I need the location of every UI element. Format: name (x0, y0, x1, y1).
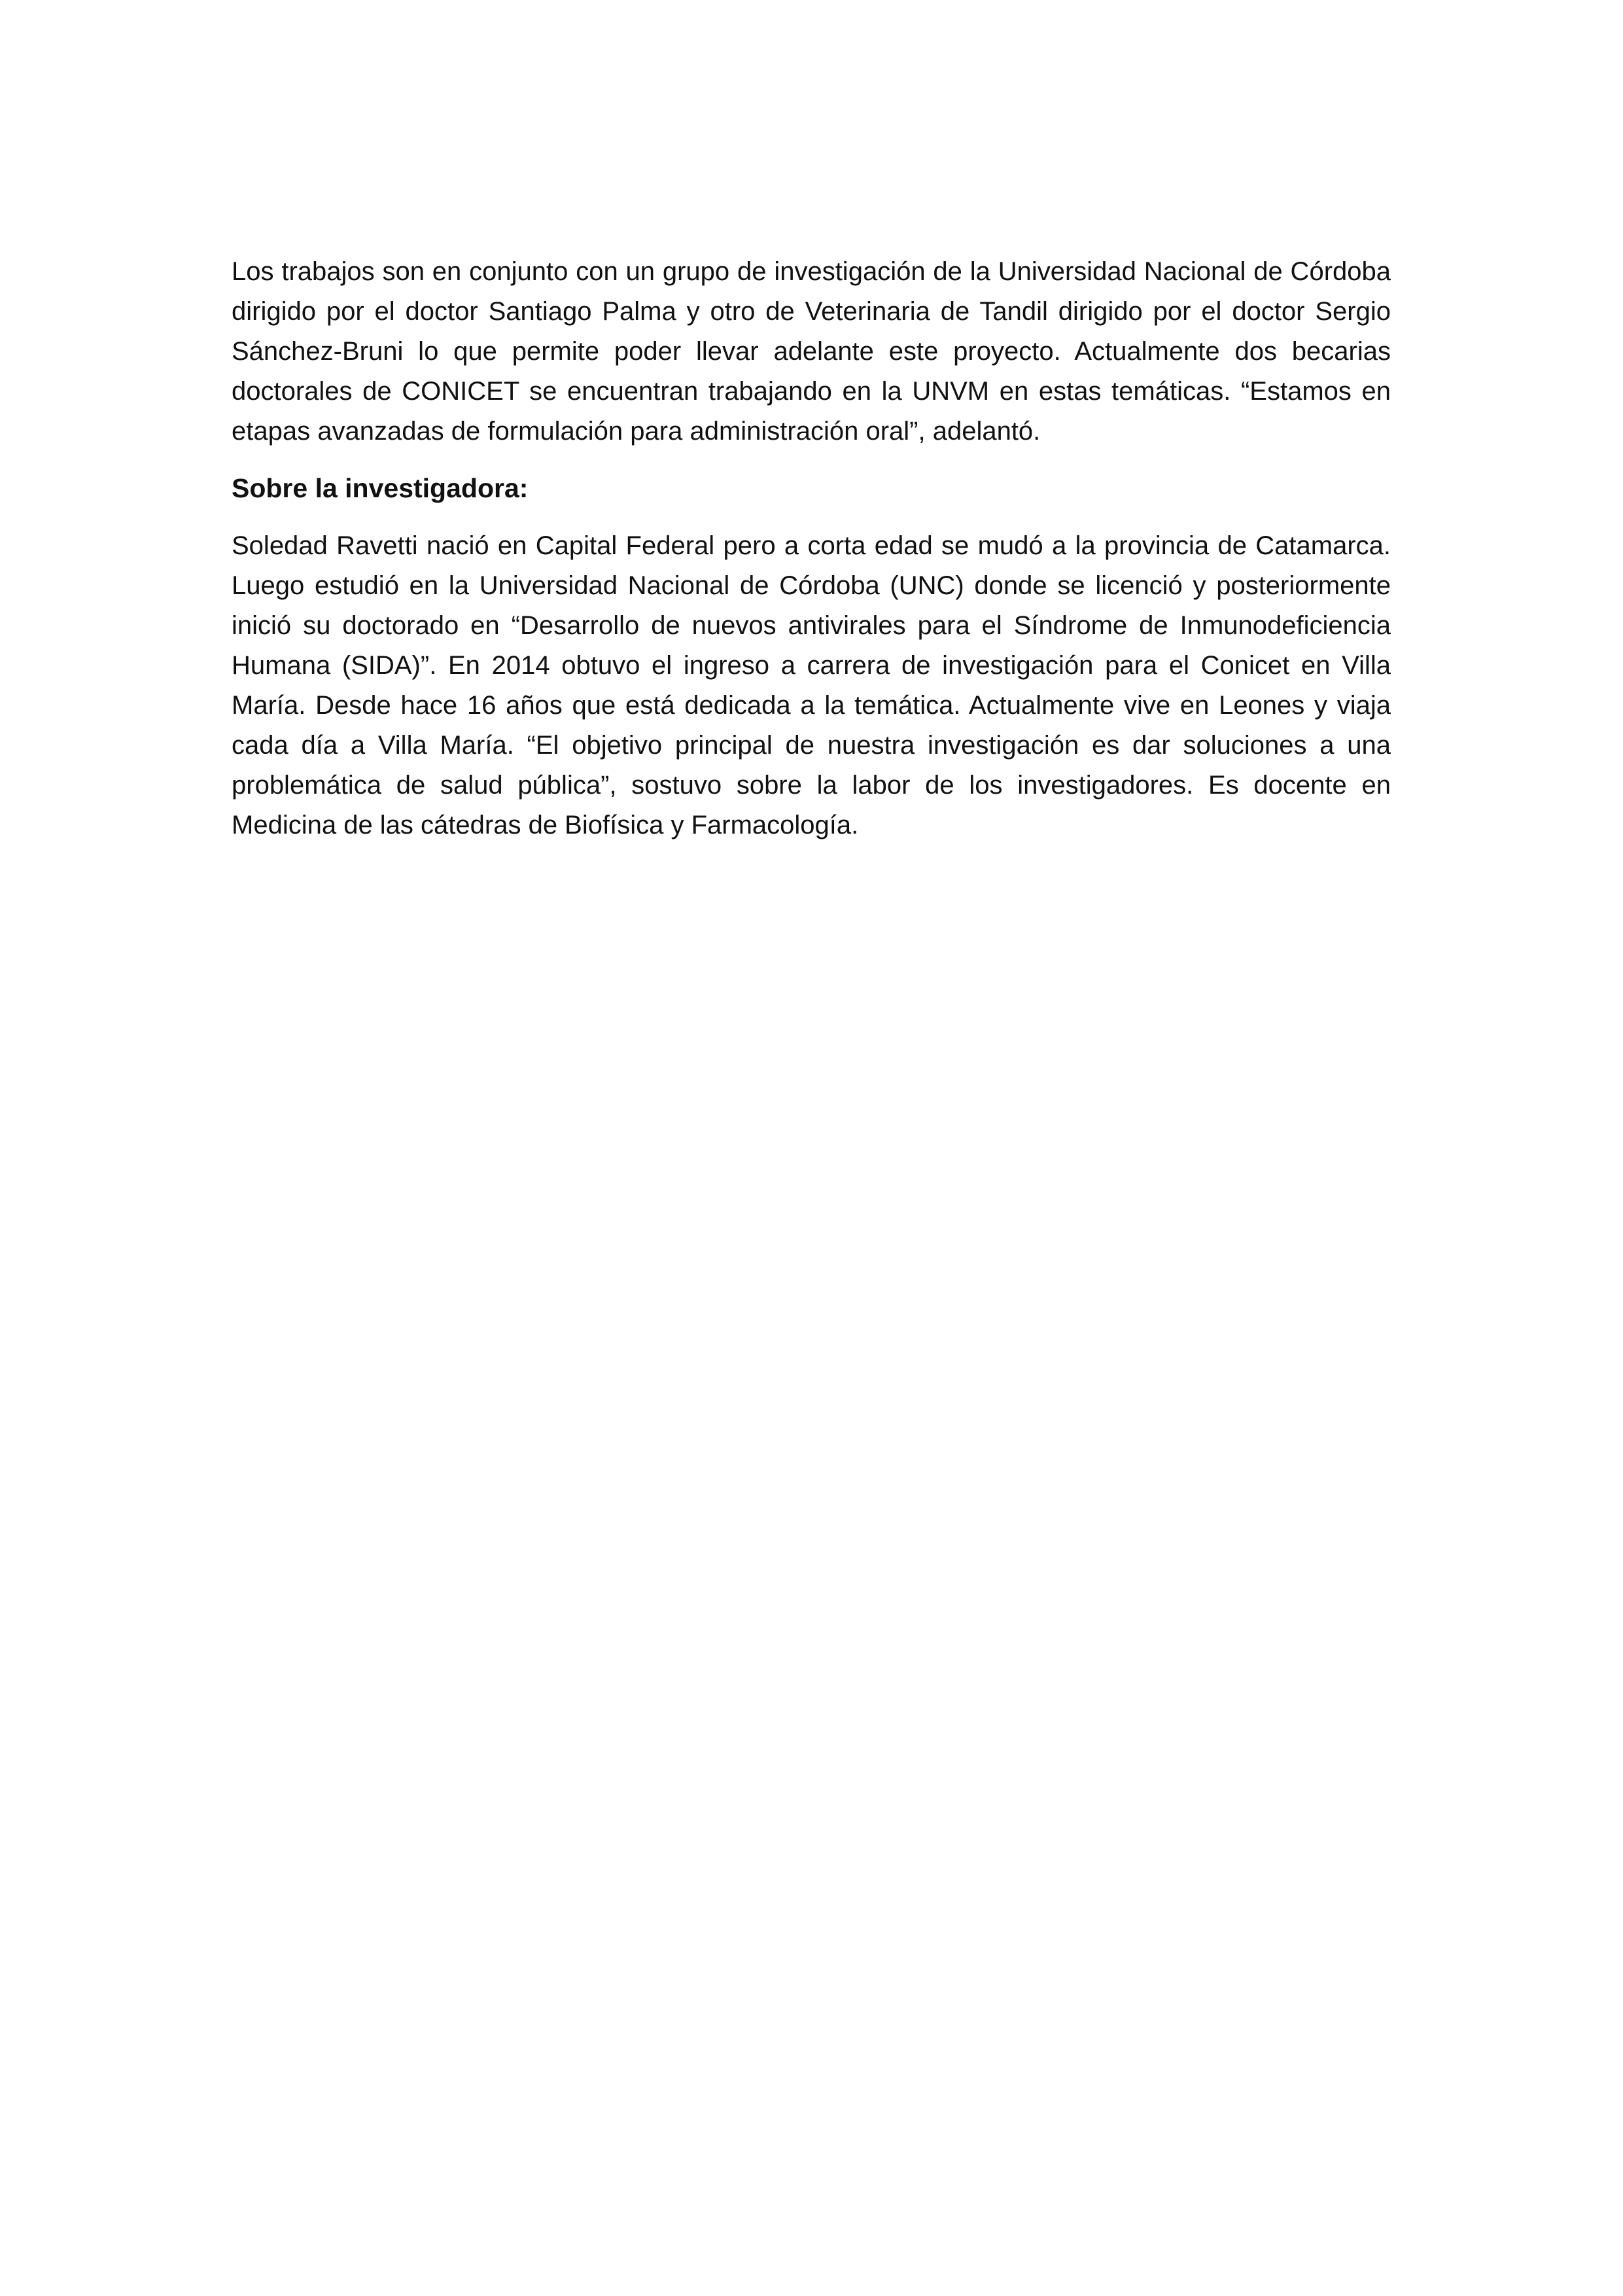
section-heading: Sobre la investigadora: (232, 473, 529, 503)
document-body (232, 252, 1391, 845)
body-paragraph-1: Los trabajos son en conjunto con un grupo de investigación de la Universidad Nacional de Córdoba dirigido por el doctor Santiago Palma y otro de Veterinaria de Tandil dirigido por el doctor Sergio Sánchez-Bruni lo que permite poder llevar adelante este proyecto. Actualmente dos becarias doctorales de CONICET se encuentran trabajando en la UNVM en estas temáticas. “Estamos en etapas avanzadas de formulación para administración oral”, adelantó. (232, 257, 1391, 446)
body-paragraph-2: Soledad Ravetti nació en Capital Federal pero a corta edad se mudó a la provincia de Catamarca. Luego estudió en la Universidad Nacional de Córdoba (UNC) donde se licenció y posteriormente inició su doctorado en “Desarrollo de nuevos antivirales para el Síndrome de Inmunodeficiencia Humana (SIDA)”. En 2014 obtuvo el ingreso a carrera de investigación para el Conicet en Villa María. Desde hace 16 años que está dedicada a la temática. Actualmente vive en Leones y viaja cada día a Villa María. “El objetivo principal de nuestra investigación es dar soluciones a una problemática de salud pública”, sostuvo sobre la labor de los investigadores. Es docente en Medicina de las cátedras de Biofísica y Farmacología. (232, 531, 1391, 839)
